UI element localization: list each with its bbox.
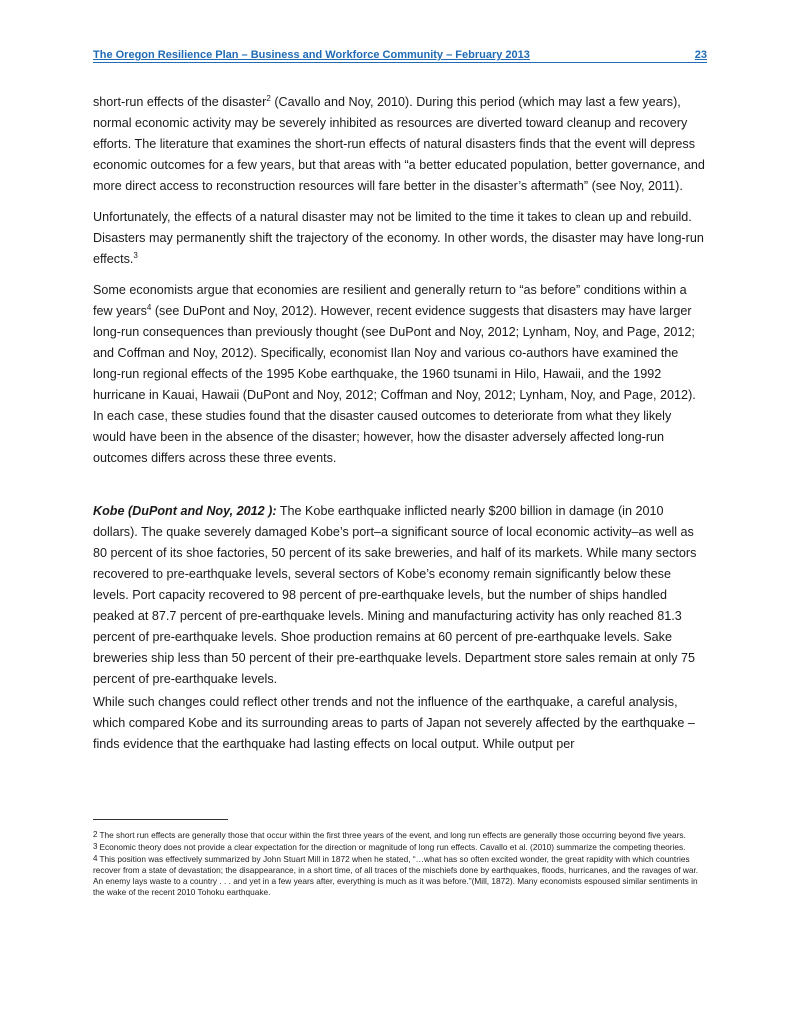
paragraph-1: short-run effects of the disaster$^2$ (Cavallo and Noy, 2010). During this period (which may last a few years), normal economic activity may be severely inhibited as resources are diverted toward cleanup and recovery efforts. The literature that examines the short-run effects of natural disasters finds that the event will depress economic outcomes for a few years, but that areas with “a better educated population, better governance, and more direct access to reconstruction resources will fare better in the disaster’s aftermath” (see Noy, 2011). [93, 93, 705, 193]
footnote-divider [93, 819, 228, 820]
footnote-2: $^2$ The short run effects are generally those that occur within the first three years of the event, and long run effects are generally those occurring beyond five years. [93, 830, 686, 840]
running-header [93, 49, 707, 63]
closing-paragraph: While such changes could reflect other trends and not the influence of the earthquake, a careful analysis, which compared Kobe and its surrounding areas to parts of Japan not severely affected by the earthquake – finds evidence that the earthquake had lasting effects on local output. While output per [93, 695, 695, 751]
footnote-4: $^4$ This position was effectively summarized by John Stuart Mill in 1872 when he stated, “…what has so often excited wonder, the great rapidity with which countries recover from a state of devastation; the disappearance, in a short time, of all traces of the mischiefs done by earthquakes, floods, hurricanes, and the ravages of war. An enemy lays waste to a country . . . and yet in a few years after, everything is much as it was before.”(Mill, 1872). Many economists espoused similar sentiments in the wake of the recent 2010 Tohoku earthquake. [93, 854, 699, 897]
footnote-ref-3: 3 [133, 250, 138, 260]
page-number: 23 [694, 49, 707, 61]
footnotes [93, 830, 707, 899]
footnote-3: $^3$ Economic theory does not provide a clear expectation for the direction or magnitude of long run effects. Cavallo et al. (2010) summarize the competing theories. [93, 842, 686, 852]
header-title: The Oregon Resilience Plan – Business and Workforce Community – February 2013 [93, 49, 530, 61]
paragraph-2: Unfortunately, the effects of a natural disaster may not be limited to the time it takes to clean up and rebuild. Disasters may permanently shift the trajectory of the economy. In other words, the disaster may have long-run effects.$^3$ [93, 210, 704, 266]
paragraph-3: Some economists argue that economies are resilient and generally return to “as before” conditions within a few years$^4$ (see DuPont and Noy, 2012). However, recent evidence suggests that disasters may have larger long-run consequences than previously thought (see DuPont and Noy, 2012; Lynham, Noy, and Page, 2012; and Coffman and Noy, 2012). Specifically, economist Ilan Noy and various co-authors have examined the long-run regional effects of the 1995 Kobe earthquake, the 1960 tsunami in Hilo, Hawaii, and the 1992 hurricane in Kauai, Hawaii (DuPont and Noy, 2012; Coffman and Noy, 2012; Lynham, Noy, and Page, 2012). In each case, these studies found that the disaster caused outcomes to deteriorate from what they likely would have been in the absence of the disaster; however, how the disaster adversely affected long-run outcomes differs across these three events. [93, 283, 696, 465]
footnote-ref-2: 2 [266, 93, 271, 103]
footnote-ref-4: 4 [146, 302, 152, 312]
kobe-lead: Kobe (DuPont and Noy, 2012 ): [93, 504, 277, 518]
body-text [93, 92, 707, 765]
kobe-paragraph: Kobe (DuPont and Noy, 2012 ): The Kobe earthquake inflicted nearly $200 billion in damage (in 2010 dollars). The quake severely damaged Kobe’s port–a significant source of local economic activity–as well as 80 percent of its shoe factories, 50 percent of its sake breweries, and half of its markets. While many sectors recovered to pre-earthquake levels, several sectors of Kobe’s economy remain significantly below these levels. Port capacity recovered to 98 percent of pre-earthquake levels, but the number of ships handled peaked at 87.7 percent of pre-earthquake levels. Mining and manufacturing activity has only reached 81.3 percent of pre-earthquake levels. Shoe production remains at 60 percent of pre-earthquake levels. Sake breweries ship less than 50 percent of their pre-earthquake levels. Department store sales remain at only 75 percent of pre-earthquake levels. [93, 504, 697, 686]
